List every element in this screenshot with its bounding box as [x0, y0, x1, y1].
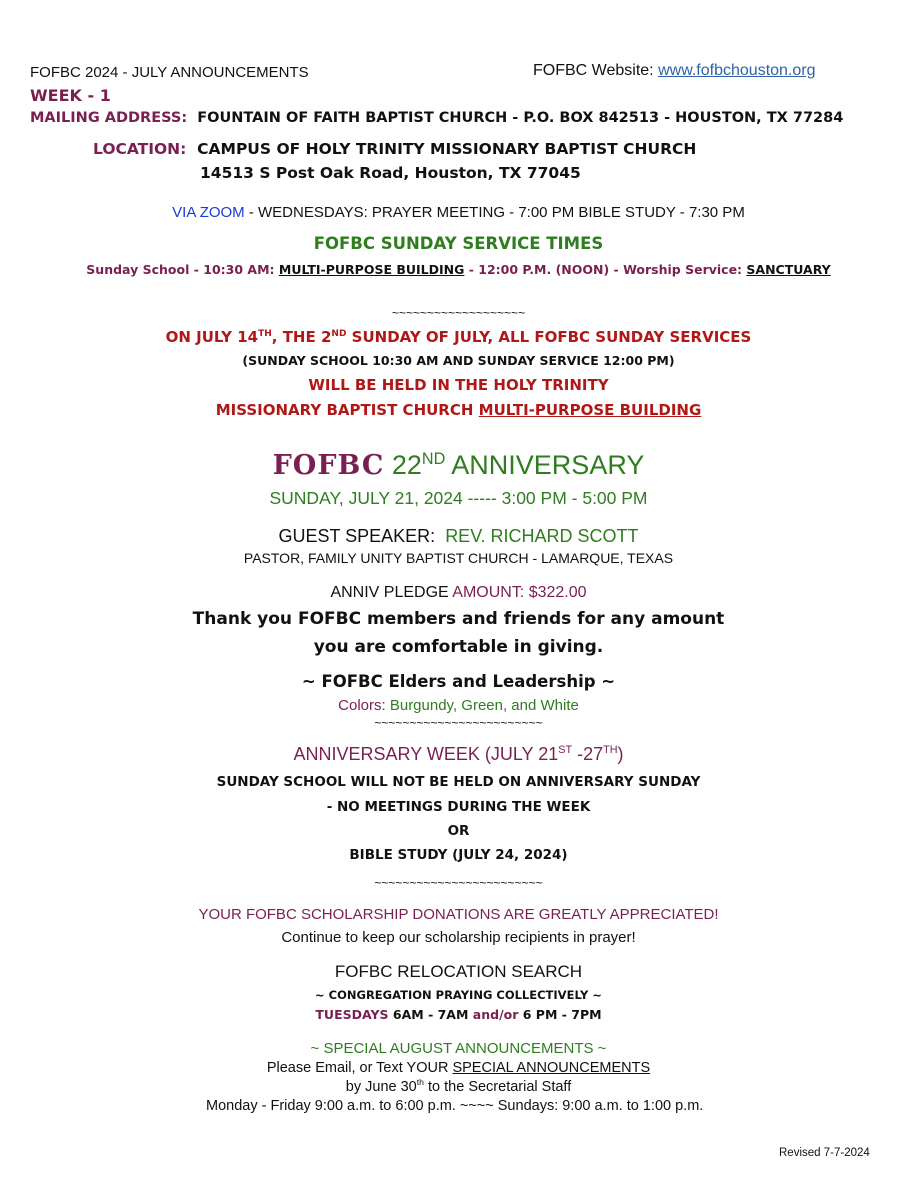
- anniversary-num: 22: [391, 450, 422, 480]
- service-place1: MULTI-PURPOSE BUILDING: [278, 262, 465, 277]
- july14-line3: WILL BE HELD IN THE HOLY TRINITY: [308, 376, 609, 394]
- anniv-week-line1: SUNDAY SCHOOL WILL NOT BE HELD ON ANNIVERSARY SUNDAY: [216, 774, 701, 790]
- august-line2: [0, 1079, 917, 1095]
- divider-2: ~~~~~~~~~~~~~~~~~~~~~~~~: [374, 716, 543, 730]
- anniv-week-b: -27: [577, 744, 604, 764]
- relocation-title: FOFBC RELOCATION SEARCH: [334, 962, 583, 981]
- anniv-week-sup1: ST: [558, 744, 573, 756]
- july14-l1c: SUNDAY OF JULY, ALL FOFBC SUNDAY SERVICES: [351, 328, 752, 346]
- service-times-line: [0, 262, 917, 277]
- revised-date: Revised 7-7-2024: [779, 1147, 870, 1159]
- website-block: [533, 62, 816, 80]
- announcement-title: FOFBC 2024 - JULY ANNOUNCEMENTS: [30, 64, 309, 81]
- anniversary-week-title: [0, 744, 917, 765]
- august-line3: Monday - Friday 9:00 a.m. to 6:00 p.m. ~~~~ Sundays: 9:00 a.m. to 1:00 p.m.: [206, 1098, 704, 1114]
- anniversary-word: ANNIVERSARY: [451, 450, 645, 480]
- zoom-label: VIA ZOOM: [172, 204, 245, 221]
- july14-line1: [0, 328, 917, 346]
- july14-sup2: ND: [331, 329, 347, 339]
- service-place2: SANCTUARY: [746, 262, 831, 277]
- july14-line4: [0, 401, 917, 419]
- july14-line2: (SUNDAY SCHOOL 10:30 AM AND SUNDAY SERVICE 12:00 PM): [242, 353, 675, 368]
- colors-line: [0, 697, 917, 714]
- july14-l4b: MULTI-PURPOSE BUILDING: [478, 401, 702, 419]
- anniv-week-a: ANNIVERSARY WEEK (JULY 21: [293, 744, 559, 764]
- anniversary-title: [0, 450, 917, 481]
- july14-l1a: ON JULY 14: [165, 328, 259, 346]
- location-line2: 14513 S Post Oak Road, Houston, TX 77045: [200, 164, 581, 182]
- service-part2: - 12:00 P.M. (NOON) - Worship Service:: [468, 262, 743, 277]
- anniv-week-sup2: TH: [603, 744, 618, 756]
- mailing-address: [30, 110, 843, 126]
- service-times-title: FOFBC SUNDAY SERVICE TIMES: [313, 234, 604, 253]
- relocation-sub: ~ CONGREGATION PRAYING COLLECTIVELY ~: [315, 988, 602, 1002]
- july14-l1b: , THE 2: [271, 328, 332, 346]
- divider-1: ~~~~~~~~~~~~~~~~~~~: [391, 306, 526, 320]
- anniversary-brand: FOFBC: [272, 450, 385, 481]
- thanks-line1: Thank you FOFBC members and friends for any amount: [192, 609, 725, 629]
- pledge-amount: AMOUNT: $322.00: [452, 584, 587, 601]
- mailing-text: FOUNTAIN OF FAITH BAPTIST CHURCH - P.O. BOX 842513 - HOUSTON, TX 77284: [197, 110, 844, 126]
- anniv-week-c: ): [617, 744, 624, 764]
- divider-3: ~~~~~~~~~~~~~~~~~~~~~~~~: [374, 876, 543, 890]
- august-l1a: Please Email, or Text YOUR: [266, 1060, 449, 1076]
- location-label: LOCATION:: [93, 140, 187, 158]
- pledge-line: [0, 584, 917, 602]
- anniversary-num-sup: ND: [421, 450, 446, 468]
- anniv-week-line2: - NO MEETINGS DURING THE WEEK: [326, 799, 591, 815]
- zoom-line: [0, 204, 917, 221]
- week-label: WEEK - 1: [30, 86, 111, 105]
- anniv-week-line3: OR: [447, 823, 470, 839]
- guest-label: GUEST SPEAKER:: [278, 526, 436, 546]
- guest-name: REV. RICHARD SCOTT: [445, 526, 639, 546]
- august-line1: [0, 1060, 917, 1076]
- relocation-and: and/or: [472, 1007, 519, 1022]
- zoom-text: - WEDNESDAYS: PRAYER MEETING - 7:00 PM BIBLE STUDY - 7:30 PM: [248, 204, 745, 221]
- location-campus: CAMPUS OF HOLY TRINITY MISSIONARY BAPTIST CHURCH: [197, 140, 697, 158]
- relocation-times: [0, 1007, 917, 1022]
- elders-line: ~ FOFBC Elders and Leadership ~: [301, 672, 616, 691]
- anniversary-date: SUNDAY, JULY 21, 2024 ----- 3:00 PM - 5:00 PM: [269, 488, 648, 508]
- mailing-label: MAILING ADDRESS:: [30, 110, 188, 126]
- colors-value: Burgundy, Green, and White: [389, 697, 579, 714]
- service-part1: Sunday School - 10:30 AM:: [86, 262, 275, 277]
- website-label: FOFBC Website:: [533, 62, 654, 79]
- july14-sup1: TH: [258, 329, 272, 339]
- scholarship-line2: Continue to keep our scholarship recipients in prayer!: [281, 929, 636, 946]
- august-l1b: SPECIAL ANNOUNCEMENTS: [452, 1060, 651, 1076]
- website-link[interactable]: www.fofbchouston.org: [658, 62, 816, 79]
- location-line1: [93, 140, 696, 158]
- relocation-t2: 6 PM - 7PM: [522, 1007, 602, 1022]
- relocation-t1: 6AM - 7AM: [392, 1007, 469, 1022]
- pledge-label: ANNIV PLEDGE: [330, 584, 449, 601]
- july14-l4a: MISSIONARY BAPTIST CHURCH: [215, 401, 474, 419]
- scholarship-line1: YOUR FOFBC SCHOLARSHIP DONATIONS ARE GREATLY APPRECIATED!: [198, 906, 719, 923]
- guest-speaker-line: [0, 526, 917, 547]
- august-l2a: by June 30: [345, 1079, 417, 1095]
- pastor-line: PASTOR, FAMILY UNITY BAPTIST CHURCH - LAMARQUE, TEXAS: [243, 550, 674, 566]
- colors-label: Colors:: [338, 697, 386, 714]
- anniv-week-line4: BIBLE STUDY (JULY 24, 2024): [349, 847, 568, 863]
- august-title: ~ SPECIAL AUGUST ANNOUNCEMENTS ~: [310, 1040, 607, 1057]
- august-l2-sup: th: [416, 1077, 424, 1088]
- relocation-day: TUESDAYS: [315, 1007, 389, 1022]
- thanks-line2: you are comfortable in giving.: [313, 637, 604, 657]
- august-l2b: to the Secretarial Staff: [428, 1079, 572, 1095]
